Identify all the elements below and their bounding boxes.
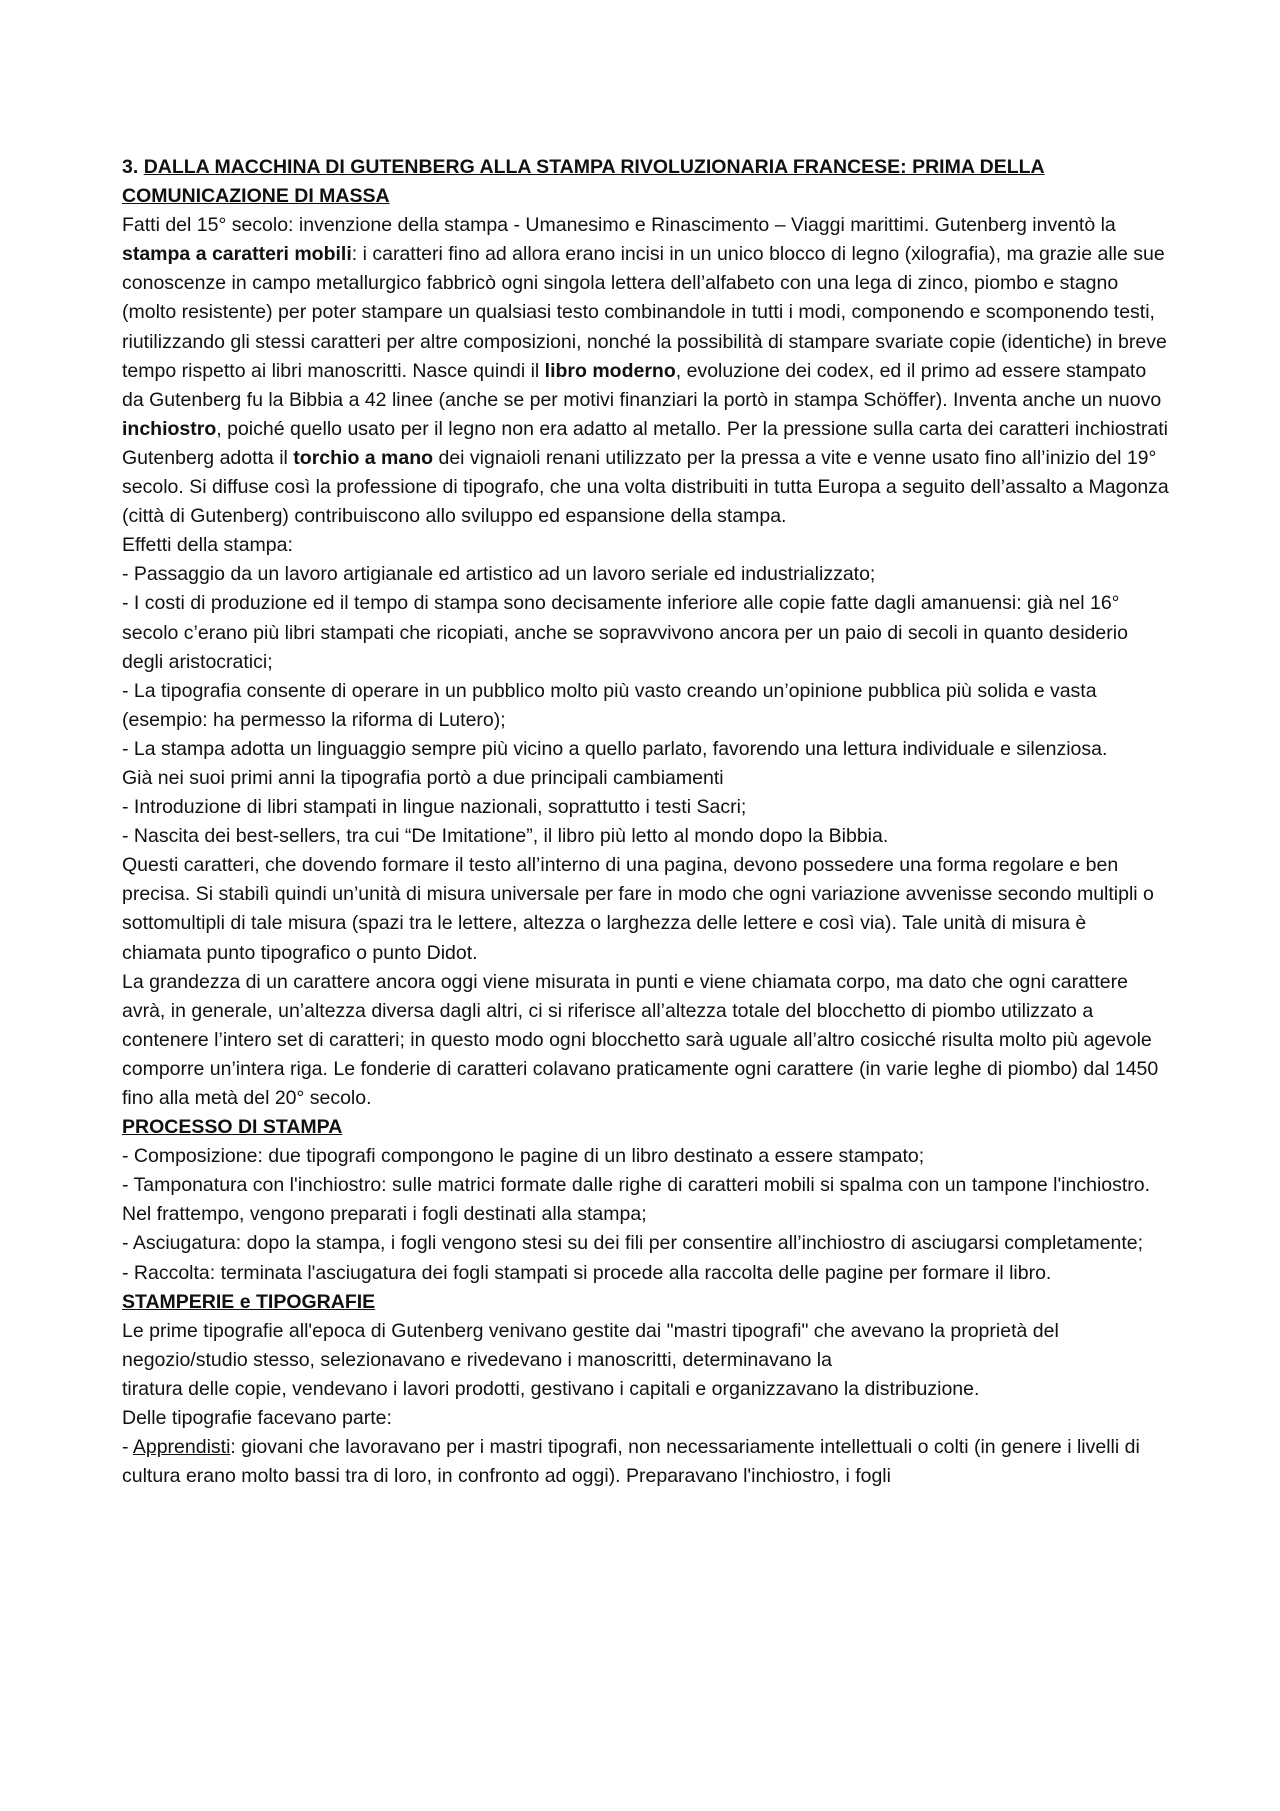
effects-item: - La tipografia consente di operare in un pubblico molto più vasto creando un’opinione pubblica più solida e vasta (esempio: ha permesso la riforma di Lutero); [122,679,1097,731]
apprentice-prefix: - [122,1436,133,1459]
process-heading: PROCESSO DI STAMPA [122,1116,343,1139]
document-page [122,153,1170,1491]
effects-item: - Passaggio da un lavoro artigianale ed artistico ad un lavoro seriale ed industrializzato; [122,563,876,586]
bold-term-ink: inchiostro [122,417,217,440]
changes-heading: Già nei suoi primi anni la tipografia portò a due principali cambiamenti [122,766,724,789]
intro-text-4: , poiché quello usato per il legno non era adatto al metallo. Per la pressione sulla carta dei caratteri inchiostrati Gutenberg adotta il [122,417,1168,469]
process-item: - Raccolta: terminata l'asciugatura dei fogli stampati si procede alla raccolta delle pagine per formare il libro. [122,1261,1052,1284]
apprentice-term: Apprendisti [132,1436,231,1459]
printshops-paragraph-3: Delle tipografie facevano parte: [122,1407,392,1430]
apprentice-text: : giovani che lavoravano per i mastri tipografi, non necessariamente intellettuali o colti (in genere i livelli di cultura erano molto bassi tra di loro, in confronto ad oggi). Preparavano l'inchiostro, i fogli [122,1436,1140,1488]
body-paragraph: La grandezza di un carattere ancora oggi viene misurata in punti e viene chiamata corpo, ma dato che ogni carattere avrà, in generale, un’altezza diversa dagli altri, ci si riferisce all’altezza totale del blocchetto di piombo utilizzato a contenere l’intero set di caratteri; in questo modo ogni blocchetto sarà uguale all’altro cosicché risulta molto più agevole comporre un’intera riga. Le fonderie di caratteri colavano praticamente ogni carattere (in varie leghe di piombo) dal 1450 fino alla metà del 20° secolo. [122,970,1159,1109]
intro-text-1: Fatti del 15° secolo: invenzione della stampa - Umanesimo e Rinascimento – Viaggi marittimi. Gutenberg inventò la [122,214,1116,237]
section-title-text: DALLA MACCHINA DI GUTENBERG ALLA STAMPA RIVOLUZIONARIA FRANCESE: PRIMA DELLA COMUNICAZIONE DI MASSA [122,156,1045,208]
apprentice-item [122,1433,1170,1491]
section-number: 3. [122,156,144,178]
bold-term-movable-type: stampa a caratteri mobili [122,243,352,266]
changes-item: - Introduzione di libri stampati in lingue nazionali, soprattutto i testi Sacri; [122,796,747,819]
bold-term-hand-press: torchio a mano [293,446,434,469]
effects-heading: Effetti della stampa: [122,534,293,557]
printshops-paragraph-2: tiratura delle copie, vendevano i lavori prodotti, gestivano i capitali e organizzavano la distribuzione. [122,1377,980,1400]
process-item: - Asciugatura: dopo la stampa, i fogli vengono stesi su dei fili per consentire all’inchiostro di asciugarsi completamente; [122,1232,1144,1255]
process-item: - Tamponatura con l'inchiostro: sulle matrici formate dalle righe di caratteri mobili si spalma con un tampone l'inchiostro. Nel frattempo, vengono preparati i fogli destinati alla stampa; [122,1174,1151,1226]
process-item: - Composizione: due tipografi compongono le pagine di un libro destinato a essere stampato; [122,1145,925,1168]
effects-item: - I costi di produzione ed il tempo di stampa sono decisamente inferiore alle copie fatte dagli amanuensi: già nel 16° secolo c’erano più libri stampati che ricopiati, anche se sopravvivono ancora per un paio di secoli in quanto desiderio degli aristocratici; [122,592,1128,673]
printshops-paragraph-1: Le prime tipografie all'epoca di Gutenberg venivano gestite dai "mastri tipografi" che avevano la proprietà del negozio/studio stesso, selezionavano e rivedevano i manoscritti, determinavano la [122,1319,1059,1371]
section-title [122,153,1170,211]
printshops-heading: STAMPERIE e TIPOGRAFIE [122,1290,376,1313]
changes-item: - Nascita dei best-sellers, tra cui “De Imitatione”, il libro più letto al mondo dopo la Bibbia. [122,825,889,848]
intro-paragraph [122,211,1170,531]
intro-text-2: : i caratteri fino ad allora erano incisi in un unico blocco di legno (xilografia), ma grazie alle sue conoscenze in campo metallurgico fabbricò ogni singola lettera dell’alfabeto con una lega di zinco, piombo e stagno (molto resistente) per poter stampare un qualsiasi testo combinandole in tutti i modi, componendo e scomponendo testi, riutilizzando gli stessi caratteri per altre composizioni, nonché la possibilità di stampare svariate copie (identiche) in breve tempo rispetto ai libri manoscritti. Nasce quindi il [122,243,1167,382]
intro-text-5: dei vignaioli renani utilizzato per la pressa a vite e venne usato fino all’inizio del 19° secolo. Si diffuse così la professione di tipografo, che una volta distribuiti in tutta Europa a seguito dell’assalto a Magonza (città di Gutenberg) contribuiscono allo sviluppo ed espansione della stampa. [122,446,1169,528]
intro-text-3: , evoluzione dei codex, ed il primo ad essere stampato da Gutenberg fu la Bibbia a 42 linee (anche se per motivi finanziari la portò in stampa Schöffer). Inventa anche un nuovo [122,359,1162,411]
bold-term-modern-book: libro moderno [544,359,676,382]
effects-item: - La stampa adotta un linguaggio sempre più vicino a quello parlato, favorendo una lettura individuale e silenziosa. [122,737,1108,760]
body-paragraph: Questi caratteri, che dovendo formare il testo all’interno di una pagina, devono possedere una forma regolare e ben precisa. Si stabilì quindi un’unità di misura universale per fare in modo che ogni variazione avvenisse secondo multipli o sottomultipli di tale misura (spazi tra le lettere, altezza o larghezza delle lettere e così via). Tale unità di misura è chiamata punto tipografico o punto Didot. [122,854,1154,964]
